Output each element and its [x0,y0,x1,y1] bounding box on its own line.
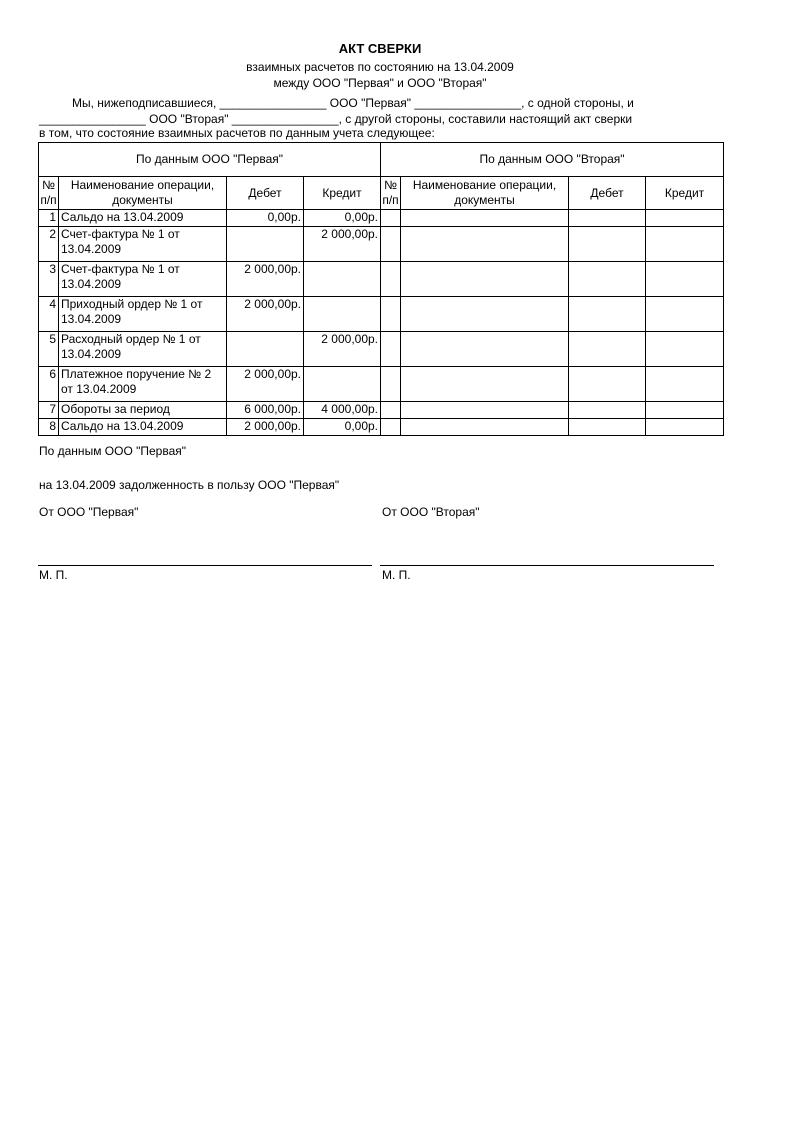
row-num: 7 [39,402,59,419]
row-num: 1 [39,210,59,227]
row-name-2 [401,402,569,419]
row-debit-2 [569,332,646,367]
row-debit [227,227,304,262]
reconciliation-table [38,142,724,436]
row-credit [304,367,381,402]
row-num: 3 [39,262,59,297]
row-num-2 [381,297,401,332]
row-num: 4 [39,297,59,332]
row-name-2 [401,227,569,262]
signature-from-second: От ООО "Вторая" [382,505,480,519]
row-num-2 [381,367,401,402]
row-name: Счет-фактура № 1 от 13.04.2009 [59,262,227,297]
intro-line-3: в том, что состояние взаимных расчетов по данным учета следующее: [39,126,435,140]
row-num-2 [381,332,401,367]
signature-line-first [38,565,372,566]
row-debit-2 [569,367,646,402]
row-debit: 2 000,00р. [227,297,304,332]
col-header-debit-2: Дебет [569,177,646,210]
signature-line-second [380,565,714,566]
row-name-2 [401,332,569,367]
row-name-2 [401,262,569,297]
row-name-2 [401,419,569,436]
col-header-name-2: Наименование операции, документы [401,177,569,210]
row-name: Сальдо на 13.04.2009 [59,419,227,436]
table-row [39,297,724,332]
table-row [39,402,724,419]
row-num: 5 [39,332,59,367]
row-debit: 2 000,00р. [227,262,304,297]
stamp-place-second: М. П. [382,568,411,582]
row-name-2 [401,297,569,332]
col-header-debit: Дебет [227,177,304,210]
row-name-2 [401,367,569,402]
row-debit-2 [569,210,646,227]
row-num: 8 [39,419,59,436]
row-debit: 2 000,00р. [227,367,304,402]
row-credit: 0,00р. [304,210,381,227]
row-credit: 2 000,00р. [304,227,381,262]
row-debit-2 [569,402,646,419]
row-credit-2 [646,419,724,436]
row-name: Расходный ордер № 1 от 13.04.2009 [59,332,227,367]
row-credit-2 [646,332,724,367]
row-debit: 6 000,00р. [227,402,304,419]
document-title: АКТ СВЕРКИ [338,41,422,56]
group-header-second: По данным ООО "Вторая" [381,143,724,177]
row-debit [227,332,304,367]
row-name: Платежное поручение № 2 от 13.04.2009 [59,367,227,402]
row-credit [304,262,381,297]
col-header-num: № п/п [39,177,59,210]
row-debit-2 [569,262,646,297]
row-num-2 [381,210,401,227]
row-credit [304,297,381,332]
footer-debt-statement: на 13.04.2009 задолженность в пользу ООО "Первая" [39,478,340,492]
col-header-num-2: № п/п [381,177,401,210]
row-num-2 [381,419,401,436]
row-name-2 [401,210,569,227]
table-row [39,419,724,436]
row-num: 2 [39,227,59,262]
col-header-credit: Кредит [304,177,381,210]
row-credit: 4 000,00р. [304,402,381,419]
table-row [39,367,724,402]
document-subtitle-date: взаимных расчетов по состоянию на 13.04.2009 [246,60,514,74]
row-debit-2 [569,297,646,332]
row-credit-2 [646,227,724,262]
table-row [39,227,724,262]
row-name: Обороты за период [59,402,227,419]
footer-by-data: По данным ООО "Первая" [39,444,187,458]
row-debit-2 [569,419,646,436]
signature-from-first: От ООО "Первая" [39,505,139,519]
row-credit-2 [646,402,724,419]
row-credit-2 [646,297,724,332]
stamp-place-first: М. П. [39,568,68,582]
table-row [39,262,724,297]
row-num-2 [381,227,401,262]
row-name: Счет-фактура № 1 от 13.04.2009 [59,227,227,262]
col-header-name: Наименование операции, документы [59,177,227,210]
col-header-credit-2: Кредит [646,177,724,210]
table-row [39,210,724,227]
row-name: Приходный ордер № 1 от 13.04.2009 [59,297,227,332]
row-num-2 [381,262,401,297]
table-row [39,332,724,367]
row-num: 6 [39,367,59,402]
row-debit: 0,00р. [227,210,304,227]
row-credit: 2 000,00р. [304,332,381,367]
row-credit: 0,00р. [304,419,381,436]
intro-line-1: Мы, нижеподписавшиеся, ________________ ООО "Первая" ________________, с одной стороны, и [72,96,634,110]
row-name: Сальдо на 13.04.2009 [59,210,227,227]
row-debit: 2 000,00р. [227,419,304,436]
intro-line-2: ________________ ООО "Вторая" ________________, с другой стороны, составили настоящий акт сверки [39,112,633,126]
row-debit-2 [569,227,646,262]
row-credit-2 [646,367,724,402]
document-subtitle-parties: между ООО "Первая" и ООО "Вторая" [273,76,487,90]
row-num-2 [381,402,401,419]
row-credit-2 [646,210,724,227]
row-credit-2 [646,262,724,297]
group-header-first: По данным ООО "Первая" [39,143,381,177]
